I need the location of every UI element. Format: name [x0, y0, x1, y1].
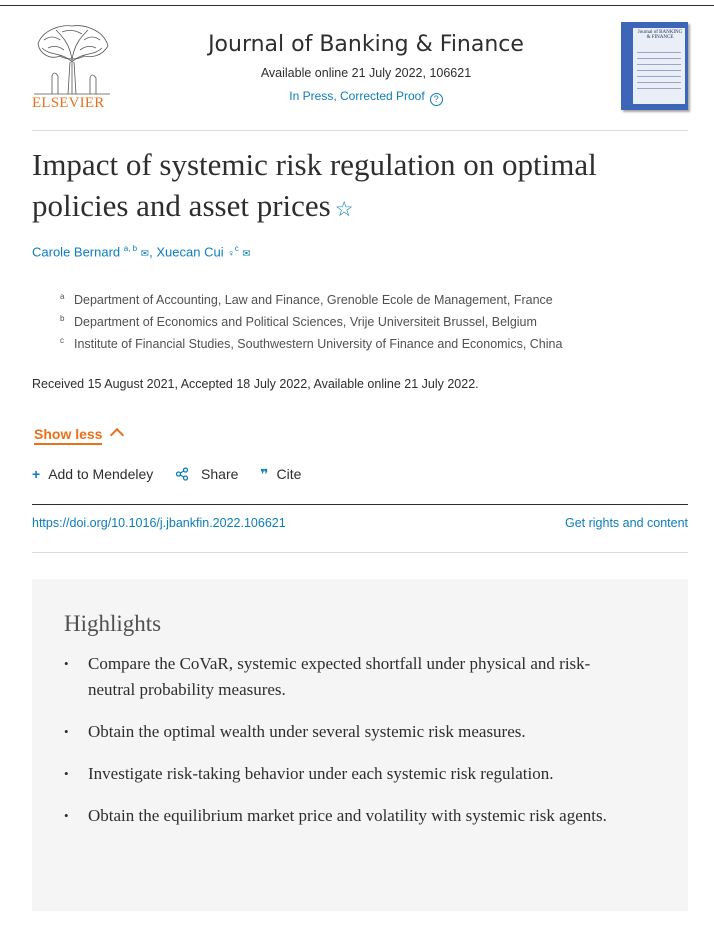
- share-icon[interactable]: [175, 466, 193, 482]
- show-less-button[interactable]: [34, 426, 122, 442]
- mail-icon[interactable]: ✉: [140, 248, 150, 260]
- journal-title[interactable]: Journal of Banking & Finance: [208, 32, 524, 57]
- available-online: Available online 21 July 2022, 106621: [260, 66, 472, 80]
- article-title: [32, 144, 682, 230]
- add-to-mendeley-button[interactable]: [32, 466, 153, 482]
- quote-icon[interactable]: ❞: [260, 466, 269, 482]
- affiliation-list: [60, 288, 562, 354]
- author-separator: ,: [149, 244, 157, 260]
- affiliation-label: c: [60, 336, 64, 345]
- article-title-text: Impact of systemic risk regulation on optimal policies and asset prices: [32, 147, 597, 223]
- cover-divider: [637, 70, 681, 71]
- chevron-up-icon[interactable]: [110, 428, 124, 442]
- cover-divider: [637, 82, 681, 83]
- affiliation-item: [60, 332, 562, 354]
- cover-divider: [637, 88, 681, 89]
- affiliation-item: [60, 310, 562, 332]
- affiliation-item: [60, 288, 562, 310]
- affiliation-label: a: [60, 292, 65, 301]
- cover-divider: [637, 52, 681, 53]
- affiliation-text: Institute of Financial Studies, Southwestern University of Finance and Economics, China: [74, 337, 563, 352]
- show-less-label[interactable]: Show less: [34, 426, 102, 445]
- affiliation-label: b: [60, 314, 65, 323]
- highlights-list: [64, 651, 624, 845]
- article-actions: [32, 466, 319, 483]
- article-dates: Received 15 August 2021, Accepted 18 July 2022, Available online 21 July 2022.: [32, 377, 479, 391]
- cover-divider: [637, 58, 681, 59]
- header-divider: [32, 130, 688, 131]
- doi-link[interactable]: https://doi.org/10.1016/j.jbankfin.2022.106621: [32, 516, 286, 530]
- person-icon[interactable]: ♀: [227, 248, 235, 260]
- highlight-item: • Compare the CoVaR, systemic expected shortfall under physical and risk-neutral probability measures.: [64, 651, 624, 703]
- mendeley-label[interactable]: Add to Mendeley: [48, 466, 154, 482]
- mail-icon[interactable]: ✉: [242, 248, 251, 260]
- highlight-item: • Investigate risk-taking behavior under each systemic risk regulation.: [64, 761, 624, 787]
- cover-divider: [637, 64, 681, 65]
- highlight-item: • Obtain the equilibrium market price and volatility with systemic risk agents.: [64, 803, 624, 829]
- author-name-2[interactable]: Xuecan Cui: [156, 244, 224, 260]
- author-affil-1[interactable]: a, b: [123, 244, 138, 253]
- rights-link[interactable]: Get rights and content: [565, 516, 688, 530]
- highlights-section: [32, 579, 688, 911]
- share-label[interactable]: Share: [201, 466, 239, 482]
- doi-divider: [32, 552, 688, 553]
- plus-icon[interactable]: +: [32, 466, 41, 482]
- cover-divider: [637, 76, 681, 77]
- help-icon[interactable]: ?: [430, 93, 443, 106]
- article-status-label[interactable]: In Press, Corrected Proof: [289, 89, 425, 103]
- author-affil-2[interactable]: c: [234, 244, 239, 253]
- author-list: [32, 244, 251, 259]
- highlight-item: • Obtain the optimal wealth under several systemic risk measures.: [64, 719, 624, 745]
- top-border: [0, 5, 714, 6]
- highlights-title: Highlights: [64, 611, 162, 636]
- affiliation-text: Department of Accounting, Law and Finance, Grenoble Ecole de Management, France: [74, 293, 553, 308]
- cover-title: Journal of BANKING & FINANCE: [637, 30, 683, 40]
- share-button[interactable]: [175, 466, 238, 482]
- article-status[interactable]: [150, 89, 582, 106]
- journal-cover-image[interactable]: [621, 22, 688, 110]
- actions-divider: [32, 504, 688, 505]
- cite-button[interactable]: [260, 466, 301, 483]
- publisher-name[interactable]: ELSEVIER: [32, 95, 105, 111]
- affiliation-text: Department of Economics and Political Sciences, Vrije Universiteit Brussel, Belgium: [74, 315, 537, 330]
- star-icon[interactable]: ☆: [334, 197, 354, 221]
- cite-label[interactable]: Cite: [276, 466, 302, 482]
- author-name-1[interactable]: Carole Bernard: [32, 244, 121, 260]
